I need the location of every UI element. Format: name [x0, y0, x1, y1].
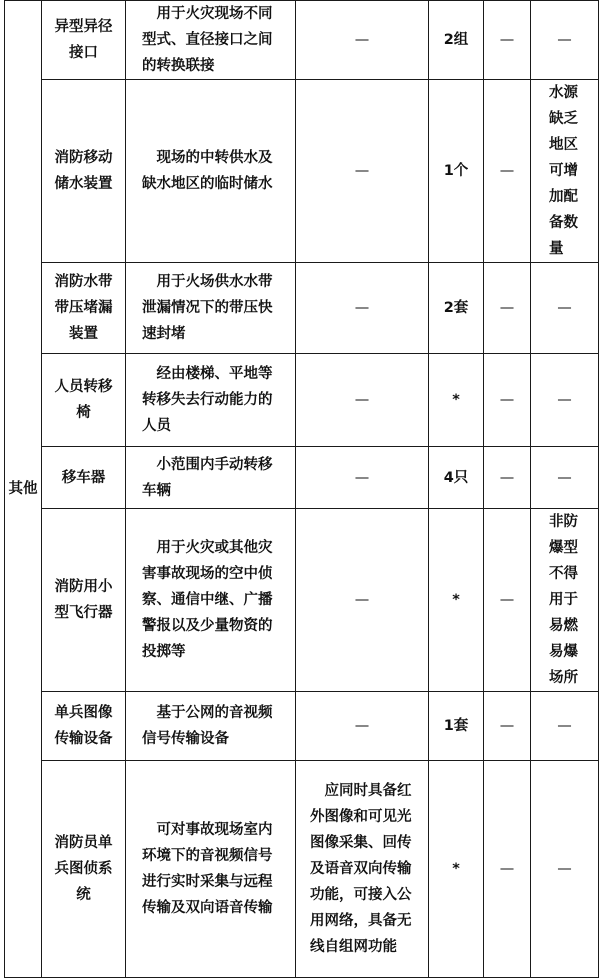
- note-text: —: [557, 32, 572, 48]
- requirement-text: —: [354, 300, 370, 316]
- function-text: 用于火灾或其他灾害事故现场的空中侦察、通信中继、广播警报以及少量物资的投掷等: [142, 540, 273, 660]
- col5-cell: [484, 354, 531, 447]
- equipment-name-cell: [42, 80, 126, 263]
- requirement-cell: [296, 263, 429, 354]
- equipment-name-cell: [42, 692, 126, 761]
- requirement-cell: [296, 447, 429, 509]
- table-row: [5, 354, 599, 447]
- function-cell: [126, 692, 296, 761]
- requirement-text: —: [354, 32, 370, 48]
- col5-text: —: [499, 718, 515, 734]
- quantity-cell: [429, 447, 484, 509]
- function-cell: [126, 509, 296, 692]
- note-cell: [531, 263, 599, 354]
- quantity-cell: [429, 263, 484, 354]
- function-text: 现场的中转供水及缺水地区的临时储水: [142, 150, 273, 192]
- requirement-text: —: [354, 163, 370, 179]
- note-cell: [531, 761, 599, 978]
- note-text: —: [557, 392, 572, 408]
- equipment-name-cell: [42, 354, 126, 447]
- equipment-name-cell: [42, 447, 126, 509]
- col5-cell: [484, 509, 531, 692]
- quantity-cell: [429, 692, 484, 761]
- col5-cell: [484, 263, 531, 354]
- requirement-cell: [296, 761, 429, 978]
- function-text: 小范围内手动转移车辆: [142, 456, 273, 499]
- note-text: —: [557, 718, 572, 734]
- note-cell: [531, 509, 599, 692]
- function-cell: [126, 80, 296, 263]
- note-text: 水源缺乏地区可增加配备数量: [549, 85, 578, 257]
- col5-text: —: [499, 469, 515, 486]
- quantity-cell: [429, 509, 484, 692]
- col5-cell: [484, 692, 531, 761]
- equipment-name: 消防用小型飞行器: [54, 579, 113, 621]
- function-cell: [126, 354, 296, 447]
- function-cell: [126, 1, 296, 80]
- note-text: —: [557, 469, 572, 486]
- note-cell: [531, 692, 599, 761]
- requirement-cell: [296, 692, 429, 761]
- equipment-name: 移车器: [61, 469, 106, 486]
- equipment-table: [4, 0, 599, 978]
- table-row: [5, 761, 599, 978]
- quantity-text: 2组: [443, 32, 469, 48]
- quantity-text: *: [452, 592, 460, 608]
- equipment-name-cell: [42, 761, 126, 978]
- quantity-cell: [429, 1, 484, 80]
- col5-text: —: [499, 861, 515, 877]
- note-cell: [531, 447, 599, 509]
- table-row: [5, 447, 599, 509]
- function-cell: [126, 263, 296, 354]
- col5-cell: [484, 80, 531, 263]
- quantity-cell: [429, 761, 484, 978]
- group-label: 其他: [8, 481, 38, 497]
- table-row: [5, 509, 599, 692]
- requirement-text: —: [354, 718, 370, 734]
- quantity-text: 4只: [443, 469, 469, 486]
- quantity-cell: [429, 354, 484, 447]
- col5-cell: [484, 1, 531, 80]
- quantity-text: 1个: [443, 163, 469, 179]
- quantity-text: *: [452, 861, 460, 877]
- function-text: 基于公网的音视频信号传输设备: [142, 705, 273, 747]
- note-text: —: [557, 300, 572, 316]
- table-row: [5, 263, 599, 354]
- quantity-text: 2套: [443, 300, 469, 316]
- requirement-cell: [296, 354, 429, 447]
- requirement-cell: [296, 509, 429, 692]
- note-cell: [531, 80, 599, 263]
- function-text: 用于火场供水水带泄漏情况下的带压快速封堵: [142, 274, 273, 342]
- equipment-name-cell: [42, 263, 126, 354]
- equipment-name-cell: [42, 1, 126, 80]
- col5-text: —: [499, 392, 515, 408]
- requirement-text: 应同时具备红外图像和可见光图像采集、回传及语音双向传输功能，可接入公用网络，具备无线自组网功能: [310, 783, 412, 955]
- col5-text: —: [499, 300, 515, 316]
- group-label-cell: [5, 1, 42, 978]
- requirement-cell: [296, 1, 429, 80]
- note-cell: [531, 354, 599, 447]
- note-cell: [531, 1, 599, 80]
- col5-cell: [484, 761, 531, 978]
- note-text: 非防爆型不得用于易燃易爆场所: [549, 514, 578, 686]
- equipment-name: 单兵图像传输设备: [54, 705, 113, 747]
- table-row: [5, 692, 599, 761]
- quantity-text: 1套: [443, 718, 469, 734]
- quantity-cell: [429, 80, 484, 263]
- requirement-text: —: [354, 592, 370, 608]
- equipment-name: 消防水带带压堵漏装置: [54, 274, 113, 342]
- col5-text: —: [499, 592, 515, 608]
- requirement-text: —: [354, 392, 370, 408]
- function-text: 可对事故现场室内环境下的音视频信号进行实时采集与远程传输及双向语音传输: [142, 822, 273, 916]
- col5-cell: [484, 447, 531, 509]
- col5-text: —: [499, 32, 515, 48]
- quantity-text: *: [452, 392, 460, 408]
- equipment-name: 人员转移椅: [54, 379, 113, 421]
- function-cell: [126, 447, 296, 509]
- table-row: [5, 1, 599, 80]
- note-text: —: [557, 861, 572, 877]
- equipment-name: 消防移动储水装置: [54, 150, 113, 192]
- table-row: [5, 80, 599, 263]
- equipment-name: 异型异径接口: [54, 19, 113, 61]
- requirement-cell: [296, 80, 429, 263]
- equipment-name-cell: [42, 509, 126, 692]
- equipment-name: 消防员单兵图侦系统: [54, 835, 113, 903]
- requirement-text: —: [354, 469, 370, 486]
- function-cell: [126, 761, 296, 978]
- function-text: 用于火灾现场不同型式、直径接口之间的转换联接: [142, 6, 273, 74]
- col5-text: —: [499, 163, 515, 179]
- function-text: 经由楼梯、平地等转移失去行动能力的人员: [142, 366, 273, 434]
